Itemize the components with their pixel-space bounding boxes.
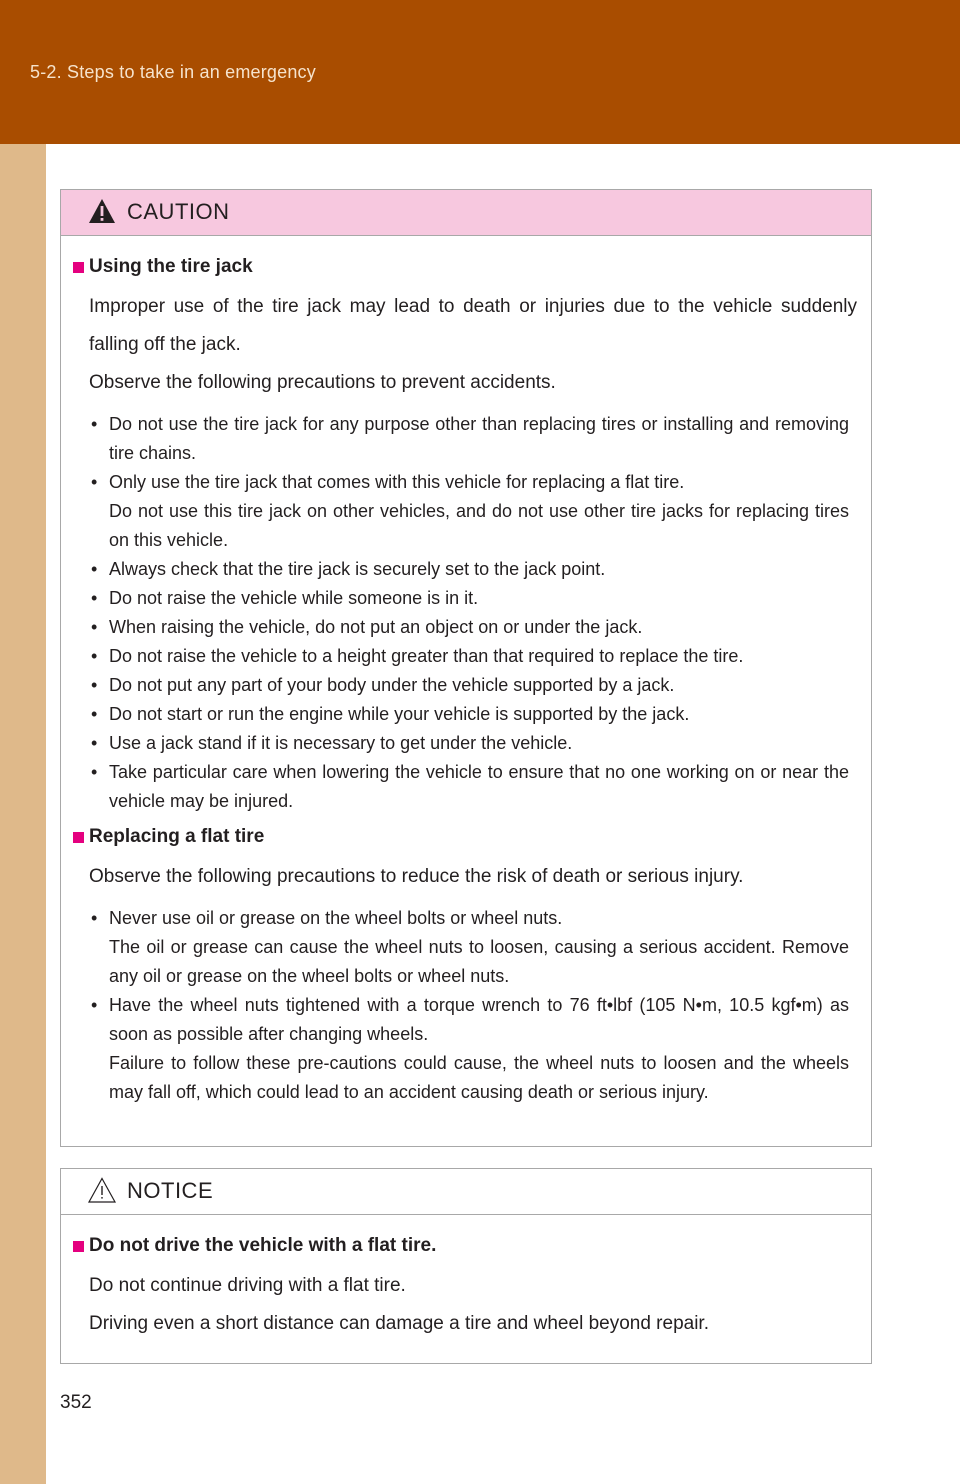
- section-title: 5-2. Steps to take in an emergency: [30, 62, 316, 82]
- section-heading-text: Do not drive the vehicle with a flat tire.: [89, 1235, 437, 1256]
- list-item: • When raising the vehicle, do not put an object on or under the jack.: [61, 613, 871, 642]
- square-bullet-icon: [73, 1241, 84, 1252]
- section-heading: [61, 1233, 871, 1259]
- bullet-dot-icon: •: [91, 588, 98, 608]
- list-item: • Do not start or run the engine while your vehicle is supported by the jack.: [61, 700, 871, 729]
- bullet-list: [61, 410, 871, 816]
- bullet-dot-icon: •: [91, 762, 98, 782]
- bullet-dot-icon: •: [91, 704, 98, 724]
- paragraph: Do not continue driving with a flat tire.: [89, 1275, 406, 1296]
- list-item-note: Failure to follow these pre-cautions could cause, the wheel nuts to loosen and the wheels may fall off, which could lead to an accident causing death or serious injury.: [109, 1053, 849, 1102]
- page-number: 352: [60, 1392, 92, 1413]
- list-item-note: The oil or grease can cause the wheel nuts to loosen, causing a serious accident. Remove any oil or grease on the wheel bolts or wheel nuts.: [109, 937, 849, 986]
- notice-body: [61, 1215, 871, 1343]
- list-item-note: Do not use this tire jack on other vehicles, and do not use other tire jacks for replacing tires on this vehicle.: [109, 501, 849, 550]
- notice-header: [61, 1169, 871, 1215]
- caution-label: CAUTION: [127, 199, 230, 224]
- warning-triangle-icon: [87, 197, 117, 225]
- list-item: • Have the wheel nuts tightened with a torque wrench to 76 ft•lbf (105 N•m, 10.5 kgf•m) as soon as possible after changing wheels. Failure to follow these pre-cautions could cause, the wheel nuts to loosen and the wheels may fall off, which could lead to an accident causing death or serious injury.: [61, 991, 871, 1107]
- bullet-dot-icon: •: [91, 472, 98, 492]
- caution-box: [60, 189, 872, 1147]
- section-heading: [61, 254, 871, 280]
- list-item: • Take particular care when lowering the vehicle to ensure that no one working on or near the vehicle may be injured.: [61, 758, 871, 816]
- bullet-dot-icon: •: [91, 646, 98, 666]
- bullet-dot-icon: •: [91, 559, 98, 579]
- list-item: • Use a jack stand if it is necessary to get under the vehicle.: [61, 729, 871, 758]
- caution-body: [61, 236, 871, 1107]
- paragraph: Observe the following precautions to reduce the risk of death or serious injury.: [89, 866, 744, 887]
- list-item: • Do not put any part of your body under the vehicle supported by a jack.: [61, 671, 871, 700]
- bullet-dot-icon: •: [91, 617, 98, 637]
- bullet-dot-icon: •: [91, 414, 98, 434]
- bullet-dot-icon: •: [91, 733, 98, 753]
- warning-triangle-outline-icon: [87, 1176, 117, 1204]
- section-heading-text: Using the tire jack: [89, 256, 253, 277]
- square-bullet-icon: [73, 832, 84, 843]
- notice-box: [60, 1168, 872, 1364]
- notice-label: NOTICE: [127, 1178, 214, 1203]
- list-item: • Do not raise the vehicle while someone is in it.: [61, 584, 871, 613]
- paragraph: Observe the following precautions to prevent accidents.: [89, 372, 556, 393]
- list-item: • Never use oil or grease on the wheel bolts or wheel nuts. The oil or grease can cause the wheel nuts to loosen, causing a serious accident. Remove any oil or grease on the wheel bolts or wheel nuts.: [61, 904, 871, 991]
- section-heading-text: Replacing a flat tire: [89, 826, 265, 847]
- bullet-dot-icon: •: [91, 908, 98, 928]
- caution-header: [61, 190, 871, 236]
- bullet-dot-icon: •: [91, 675, 98, 695]
- header-bar: [0, 0, 960, 144]
- section-heading: [61, 824, 871, 850]
- list-item: • Do not raise the vehicle to a height greater than that required to replace the tire.: [61, 642, 871, 671]
- bullet-list: [61, 904, 871, 1107]
- paragraph: Improper use of the tire jack may lead to death or injuries due to the vehicle suddenly falling off the jack.: [89, 296, 857, 355]
- list-item: • Do not use the tire jack for any purpose other than replacing tires or installing and removing tire chains.: [61, 410, 871, 468]
- paragraph: Driving even a short distance can damage a tire and wheel beyond repair.: [89, 1313, 709, 1334]
- side-strip: [0, 144, 46, 1484]
- list-item: • Only use the tire jack that comes with this vehicle for replacing a flat tire. Do not use this tire jack on other vehicles, and do not use other tire jacks for replacing tires on this vehicle.: [61, 468, 871, 555]
- list-item: • Always check that the tire jack is securely set to the jack point.: [61, 555, 871, 584]
- bullet-dot-icon: •: [91, 995, 98, 1015]
- square-bullet-icon: [73, 262, 84, 273]
